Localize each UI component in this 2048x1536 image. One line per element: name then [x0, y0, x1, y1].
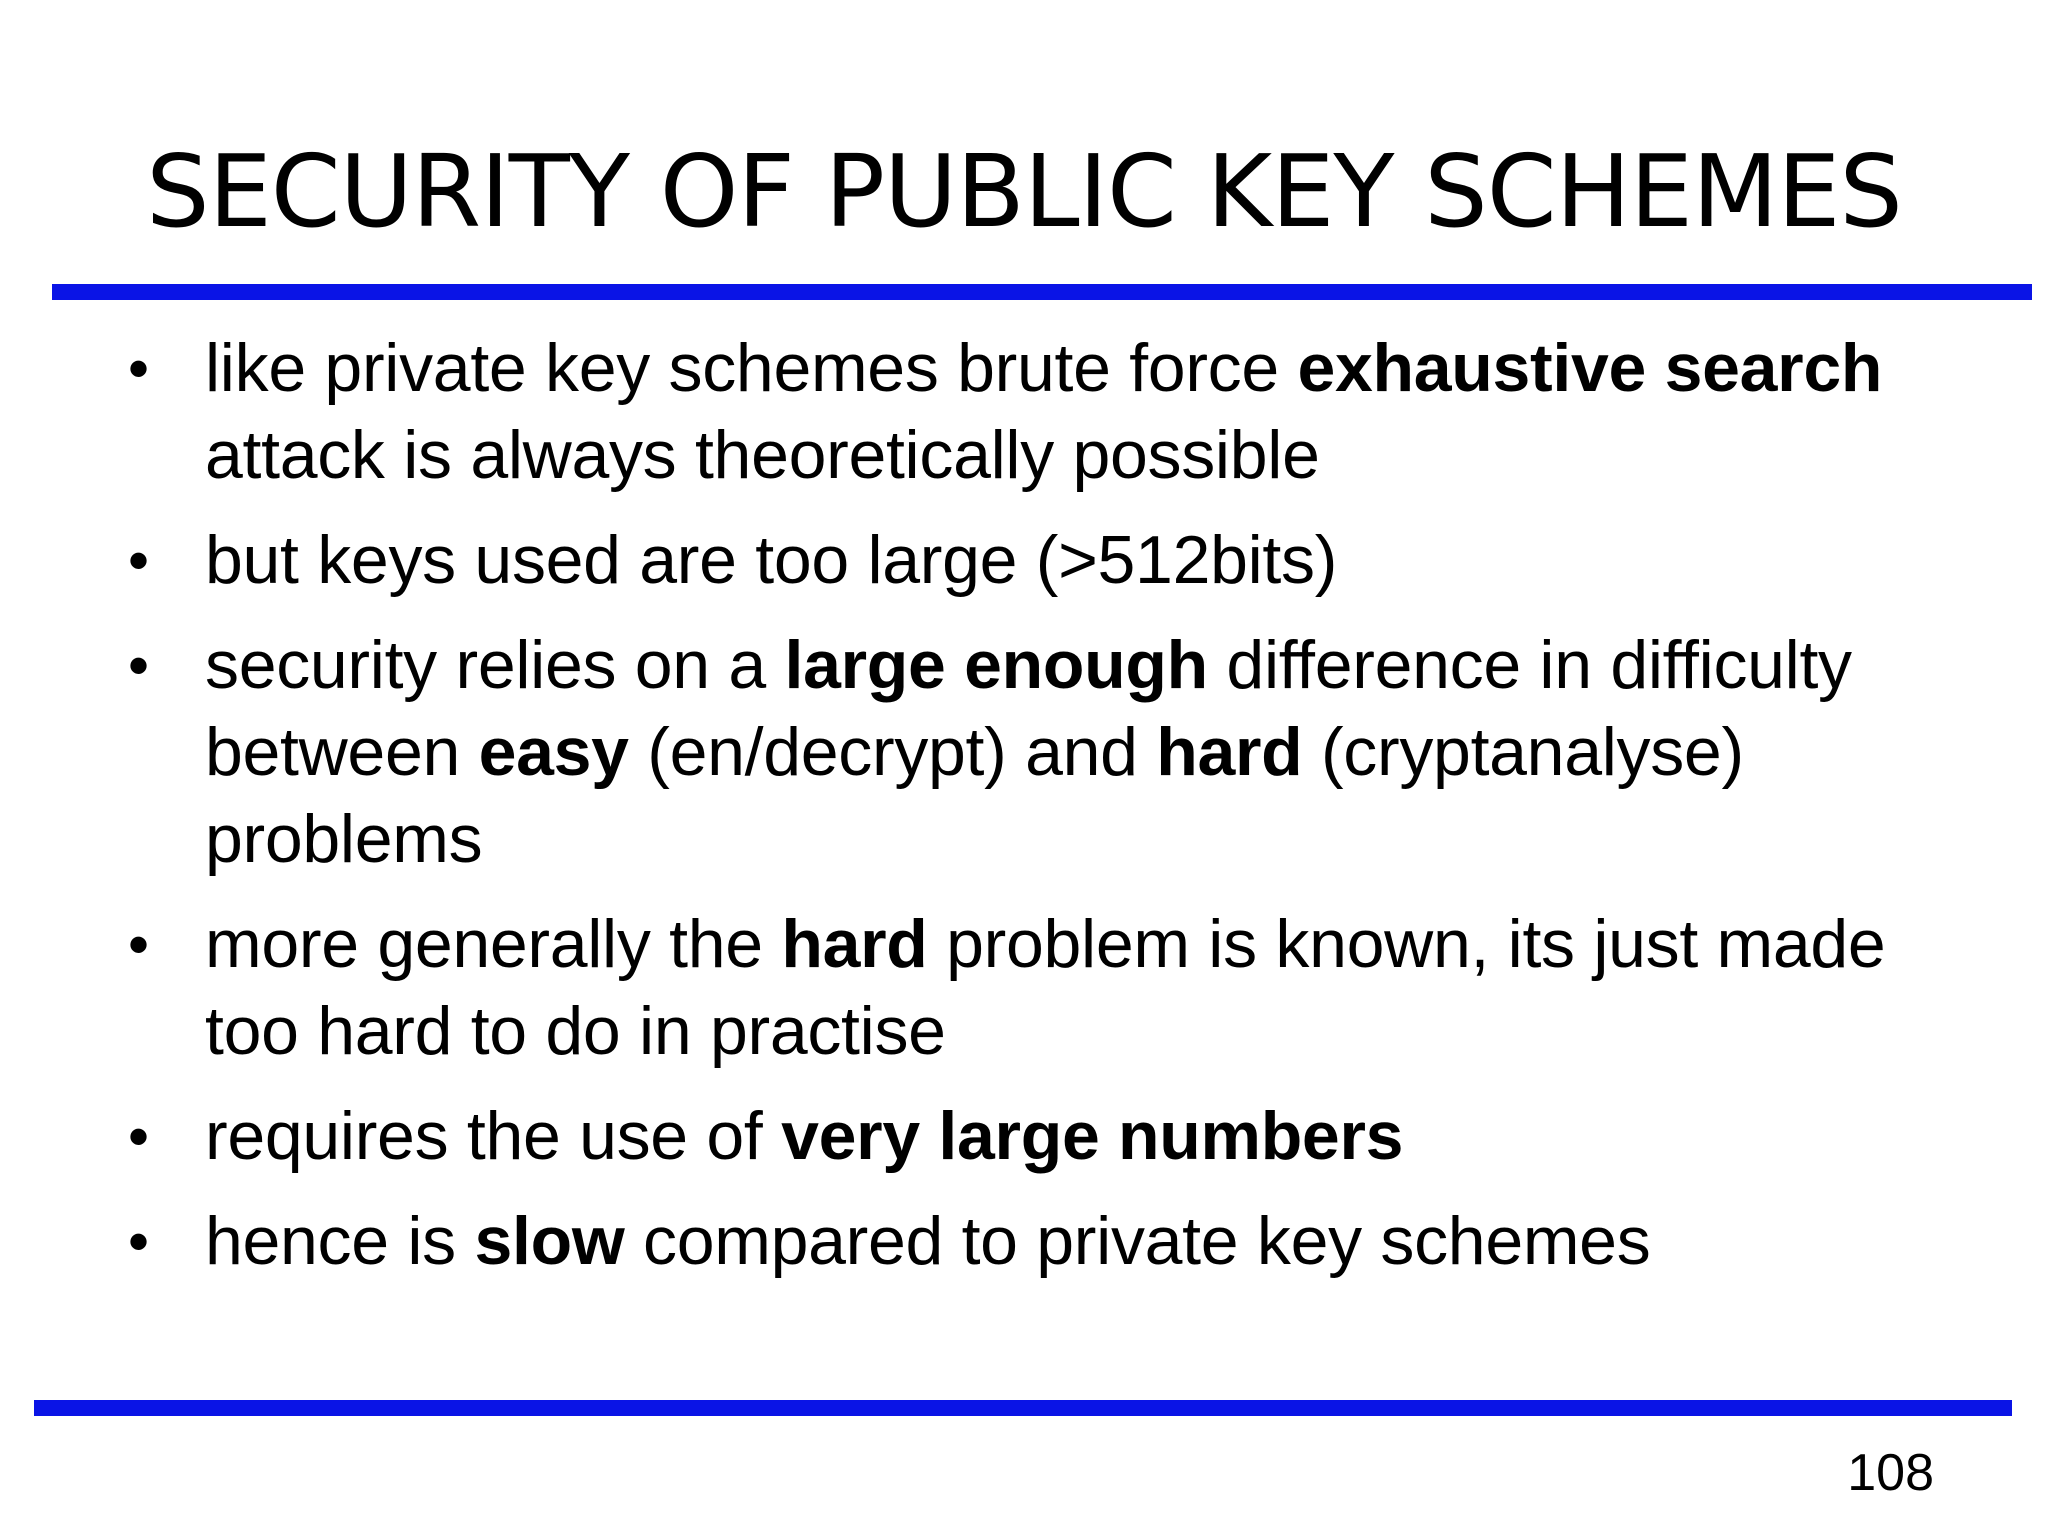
text-run: difference in difficulty between: [205, 627, 1852, 790]
text-run: (cryptanalyse) problems: [205, 714, 1744, 877]
bullet-item: [120, 517, 1920, 604]
text-run: (en/decrypt) and: [628, 714, 1157, 790]
bullet-item: [120, 1198, 1920, 1285]
bold-run: easy: [478, 714, 629, 790]
bullet-text: [205, 906, 1885, 1069]
bold-run: large enough: [784, 627, 1208, 703]
bullet-dot: •: [128, 335, 149, 402]
bullet-dot: •: [128, 911, 149, 978]
bullet-dot: •: [128, 527, 149, 594]
bullet-text: [205, 1098, 1403, 1174]
text-run: attack is always theoretically possible: [205, 417, 1320, 493]
text-run: like private key schemes brute force: [205, 330, 1298, 406]
bullet-text: [205, 330, 1882, 493]
title-divider: [52, 284, 2032, 300]
bold-run: slow: [474, 1203, 625, 1279]
bullet-text: [205, 627, 1852, 877]
bullet-item: [120, 1093, 1920, 1180]
text-run: requires the use of: [205, 1098, 782, 1174]
bullet-dot: •: [128, 1103, 149, 1170]
text-run: problem is known, its just made too hard to do in practise: [205, 906, 1886, 1069]
text-run: but keys used are too large (>512bits): [205, 522, 1338, 598]
bold-run: hard: [1156, 714, 1303, 790]
text-run: hence is: [205, 1203, 475, 1279]
bullet-dot: •: [128, 1208, 149, 1275]
bullet-item: [120, 901, 1920, 1075]
slide-title: SECURITY OF PUBLIC KEY SCHEMES: [146, 133, 1902, 250]
page-number: 108: [1847, 1444, 1934, 1502]
bullet-item: [120, 622, 1920, 883]
text-run: compared to private key schemes: [624, 1203, 1651, 1279]
footer-divider: [34, 1400, 2012, 1416]
bullet-text: [205, 522, 1337, 598]
bold-run: hard: [781, 906, 928, 982]
bullet-dot: •: [128, 632, 149, 699]
bullet-list: [120, 325, 1920, 1303]
text-run: more generally the: [205, 906, 782, 982]
text-run: security relies on a: [205, 627, 785, 703]
bold-run: exhaustive search: [1297, 330, 1883, 406]
bullet-text: [205, 1203, 1650, 1279]
bullet-item: [120, 325, 1920, 499]
bold-run: very large numbers: [781, 1098, 1404, 1174]
